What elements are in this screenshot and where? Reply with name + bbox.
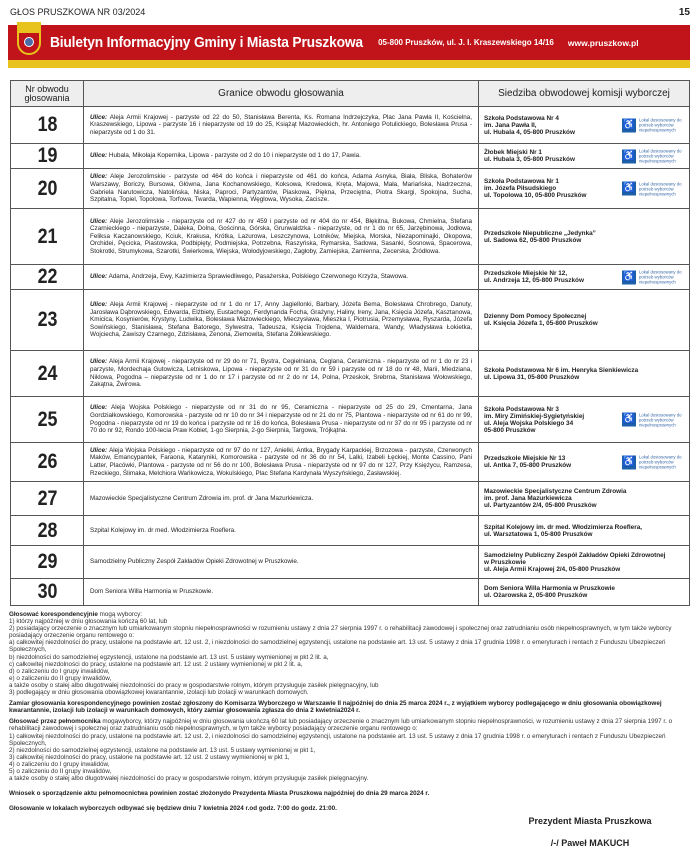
streets-prefix: Ulice:: [90, 404, 108, 412]
seat-line: w Pruszkowie: [484, 558, 526, 566]
seat-line: Szpital Kolejowy im. dr med. Włodzimierza Roeflera,: [484, 523, 643, 531]
district-streets: [84, 516, 479, 546]
wheelchair-icon: ♿: [622, 182, 636, 194]
seat-line: ul. Sadowa 62, 05-800 Pruszków: [484, 236, 582, 244]
note-line: a) całkowitej niezdolności do pracy, ustalone na podstawie art. 12 ust. 2, i niezdolności do samodzielnej egzystencji, ustalone na podstawie art. 13 ust. 5 ustawy z dnia 17 grudnia 1998 r. o emeryturach i rentach z Funduszu Ubezpieczeń Społecznych,: [9, 639, 666, 654]
proxy-lead: Głosować przez pełnomocnika: [9, 718, 101, 726]
wheelchair-icon: ♿: [622, 271, 636, 282]
seat-line: ul. Andrzeja 12, 05-800 Pruszków: [484, 277, 584, 284]
note-line: d) o zaliczeniu do I grupy inwalidów,: [9, 667, 110, 675]
district-number: 27: [16, 482, 78, 516]
note-line: 2) niezdolności do samodzielnej egzystencji, ustalone na podstawie art. 13 ust. 5 ustawy wymienionej w pkt 1,: [9, 746, 316, 754]
streets-prefix: Ulice:: [90, 152, 108, 160]
page-number: 15: [678, 7, 690, 18]
commission-seat: [479, 516, 690, 546]
seat-line: Przedszkole Niepubliczne „Jedynka”: [484, 229, 596, 237]
header-seat: Siedziba obwodowej komisji wyborczej: [479, 81, 690, 107]
seat-line: ul. Partyzantów 2/4, 05-800 Pruszków: [484, 502, 597, 509]
district-number: 30: [16, 579, 78, 606]
district-streets: [84, 579, 479, 606]
seat-line: ul. Księcia Józefa 1, 05-800 Pruszków: [484, 320, 598, 327]
commission-seat: [479, 443, 690, 482]
seat-line: Dzienny Dom Pomocy Społecznej: [484, 313, 587, 320]
district-row: [11, 265, 690, 290]
note-line: 3) całkowitej niezdolności do pracy, ustalone na podstawie art. 12 ust. 2 ustawy wymienionej w pkt 1,: [9, 753, 290, 761]
district-number: 22: [16, 265, 78, 290]
streets-prefix: Ulice:: [90, 446, 108, 454]
district-row: [11, 351, 690, 397]
district-streets: [84, 144, 479, 169]
district-number: 18: [16, 107, 78, 144]
streets-text: Dom Seniora Willa Harmonia w Pruszkowie.: [90, 588, 214, 596]
accessibility-label: Lokal dostosowany do potrzeb wyborców niepełnosprawnych: [639, 269, 682, 285]
district-row: [11, 144, 690, 169]
correspondence-lead: Głosować korespondencyjnie: [9, 611, 98, 618]
header-number: Nr obwodu głosowania: [11, 81, 84, 107]
commission-seat: [479, 351, 690, 397]
streets-prefix: Ulice:: [90, 273, 108, 281]
accessibility-badge: [622, 270, 683, 285]
streets-text: Samodzielny Publiczny Zespół Zakładów Opieki Zdrowotnej w Pruszkowie.: [90, 558, 299, 566]
streets-prefix: Ulice:: [90, 217, 108, 225]
page-header: [10, 7, 690, 18]
district-number: 26: [16, 443, 78, 482]
district-row: [11, 107, 690, 144]
seat-line: ul. Topolowa 10, 05-800 Pruszków: [484, 192, 587, 199]
seat-line: Szkoła Podstawowa Nr 6 im. Henryka Sienkiewicza: [484, 366, 639, 374]
seat-line: ul. Warsztatowa 1, 05-800 Pruszków: [484, 530, 593, 538]
note-line: b) niezdolności do samodzielnej egzystencji, ustalone na podstawie art. 13 ust. 5 ustawy wymienionej w pkt 2 lit. a,: [9, 653, 329, 661]
district-row: [11, 209, 690, 265]
accessibility-label: Lokal dostosowany do potrzeb wyborców niepełnosprawnych: [639, 117, 682, 133]
commission-seat: [479, 290, 690, 351]
commission-seat: [479, 209, 690, 265]
streets-text: Aleja Armii Krajowej - nieparzyste od nr 1 do nr 17, Anny Jagiellonki, Barbary, Józefa Bema, Bolesława Chrobrego, Danuty, Jarosława Dąbrowskiego, Edwarda, Elżbiety, Eustachego, Ferdynanda Focha, Grażyny, Haliny, Ireny, Jana, Księcia Józefa, Kasztanowa, Kmicica, Kosynierów, Krystyny, Ludwika, Bolesława Mazowieckiego, Mieczysława, Mieszka I, Piotrusia, Przemysława, Ryszarda, Józefa Sowińskiego, Stanisława, Stefana Batorego, Sylwestra, Tadeusza, Księcia Trojdena, Waldemara, Wandy, Władysława Łokietka, Wojciecha, Zawiszy Czarnego, Zdzisława, Zenona, Ziemowita, Stefana Żółkiewskiego.: [90, 301, 472, 339]
note-line: 4) o zaliczeniu do I grupy inwalidów,: [9, 760, 110, 768]
district-number: 21: [16, 209, 78, 265]
proxy-deadline: Wniosek o sporządzenie aktu pełnomocnictwa powinien zostać złożonydo Prezydenta Miasta Pruszkowa najpóźniej do dnia 29 marca 2024 r.: [9, 790, 430, 798]
streets-prefix: Ulice:: [90, 173, 108, 181]
note-line: e) o zaliczeniu do II grupy inwalidów,: [9, 674, 112, 682]
accessibility-badge: [622, 455, 683, 470]
district-streets: [84, 107, 479, 144]
proxy-lead-text: mogąwyborcy, którzy najpóźniej w dniu głosowania ukończą 60 lat lub posiadający orzeczenie o znacznym lub umiarkowanym stopniu niepełnosprawności, w rozumieniu ustawy z dnia 27 sierpnia 1997 r. o rehabilitacji zawodowej i społecznej oraz zatrudnianiu osób niepełnosprawnych, w tym także wyborcy posiadający orzeczenie organu rentowego o:: [9, 718, 673, 733]
signature-title: Prezydent Miasta Pruszkowa: [528, 816, 652, 826]
seat-line: im. prof. Jana Mazurkiewicza: [484, 495, 572, 502]
district-streets: [84, 169, 479, 209]
streets-text: Aleja Armii Krajowej - parzyste od 22 do 50, Stanisława Berenta, Ks. Romana Indrzejczyka, Plac Jana Pawła II, Kościelna, Kraszewskiego, Lipowa - parzyste 16 i nieparzyste od 19 do 25, Książąt Mazowieckich, hr. Antoniego Potulickiego, Bolesława Prusa - nieparzyste od 1 do 31.: [90, 113, 472, 136]
seat-line: ul. Hubala 3, 05-800 Pruszków: [484, 156, 575, 163]
district-row: [11, 482, 690, 516]
district-streets: [84, 443, 479, 482]
commission-seat: [479, 107, 690, 144]
seat-line: Szkoła Podstawowa Nr 4: [484, 114, 559, 122]
banner-website[interactable]: www.pruszkow.pl: [567, 37, 639, 48]
district-number: 20: [16, 169, 78, 209]
seat-line: ul. Lipowa 31, 05-800 Pruszków: [484, 373, 580, 381]
district-number: 28: [16, 516, 78, 546]
accessibility-label: Lokal dostosowany do potrzeb wyborców niepełnosprawnych: [639, 454, 682, 470]
correspondence-lead-text: mogą wyborcy:: [97, 611, 142, 618]
accessibility-badge: [622, 181, 683, 196]
seat-line: ul. Ożarowska 2, 05-800 Pruszków: [484, 592, 588, 599]
accessibility-label: Lokal dostosowany do potrzeb wyborców niepełnosprawnych: [639, 412, 682, 427]
streets-prefix: Ulice:: [90, 358, 108, 366]
district-row: [11, 397, 690, 443]
seat-line: im. Józefa Piłsudskiego: [484, 185, 557, 192]
seat-line: Samodzielny Publiczny Zespół Zakładów Opieki Zdrowotnej: [484, 551, 666, 559]
commission-seat: [479, 397, 690, 443]
accessibility-badge: [622, 149, 683, 164]
seat-line: Przedszkole Miejskie Nr 12,: [484, 270, 568, 277]
seat-line: 05-800 Pruszków: [484, 426, 536, 434]
district-number: 29: [16, 546, 78, 579]
accessibility-label: Lokal dostosowany do potrzeb wyborców niepełnosprawnych: [639, 181, 682, 196]
seat-line: Dom Seniora Willa Harmonia w Pruszkowie: [484, 585, 615, 592]
district-streets: [84, 351, 479, 397]
streets-text: Aleje Jerozolimskie - parzyste od 464 do końca i nieparzyste od 461 do końca, Adama Asnyka, Biała, Bliska, Bohaterów Warszawy, Boriczy, Bursowa, Główna, Jana Kochanowskiego, Koksowa, Kredowa, Kręta, Majowa, Mała, Mariańska, Nadrzeczna, Gabriela Narutowicza, Natolińska, Niska, Paproci, Partyzantów, Piaskowa, Piękna, Przeciętna, Piotra Skargi, Spokojna, Sucha, Szpitalna, Topiel, Topolowa, Torfowa, Twarda, Wapienna, Węglowa, Wysoka, Zacisze.: [90, 173, 472, 204]
streets-text: Hubala, Mikołaja Kopernika, Lipowa - parzyste od 2 do 10 i nieparzyste od 1 do 17, Pawia.: [108, 152, 361, 160]
seat-line: ul. Aleja Armii Krajowej 2/4, 05-800 Pruszków: [484, 565, 621, 573]
seat-line: im. Jana Pawła II,: [484, 121, 537, 129]
banner-address: 05-800 Pruszków, ul. J. I. Kraszewskiego 14/16: [378, 38, 554, 47]
correspondence-deadline: Zamiar głosowania korespondencyjnego powinien zostać zgłoszony do Komisarza Wyborczego w Warszawie II najpóźniej do dnia 25 marca 2024 r., z wyjątkiem wyborcy podlegającego w dniu głosowania obowiązkowej kwarantannie, izolacji lub izolacji w warunkach domowych, który zamiar głosowania zgłasza do dnia 2 kwietnia2024 r.: [9, 700, 662, 715]
seat-line: Żłobek Miejski Nr 1: [484, 149, 542, 156]
wheelchair-icon: ♿: [622, 150, 636, 161]
publication-name: GŁOS PRUSZKOWA NR 03/2024: [10, 7, 146, 17]
district-number: 24: [16, 351, 78, 397]
district-row: [11, 443, 690, 482]
commission-seat: [479, 265, 690, 290]
voting-districts-table: [10, 80, 690, 606]
streets-text: Adama, Andrzeja, Ewy, Kazimierza Sprawiedliwego, Pasażerska, Polskiego Czerwonego Krzyża, Stawowa.: [108, 273, 409, 281]
streets-text: Aleja Armii Krajowej - nieparzyste od nr 29 do nr 71, Bystra, Cegielniana, Ceglana, Ceramiczna - nieparzyste od nr 1 do nr 23 i parzyste, Mordechaja Gutowicza, Letniskowa, Lipowa - nieparzyste od nr 31 do nr 59 i parzyste od nr 18 do nr 48, Marii, Miedziana, Niklowa, Pogodna – nieparzyste od nr 1 do nr 17 i parzyste od nr 2 do nr 14, Polna, Przeskok, Srebrna, Stanisława Wołowskiego, Zakątna, Żwirowa.: [90, 358, 472, 389]
header-boundaries: Granice obwodu głosowania: [84, 81, 479, 107]
streets-text: Aleja Wojska Polskiego - nieparzyste od nr 31 do nr 95, Ceramiczna - nieparzyste od 25 do 29, Cmentarna, Jana Gordziałkowskiego, Komorowska - parzyste od nr 10 do nr 34 i nieparzyste od nr 21 do nr 75, Plantowa - nieparzyste od nr 61 do nr 99, Pogodna - nieparzyste od nr 19 do końca i parzyste od nr 16 do końca, Bolesława Prusa - nieparzyste od nr 37 do nr 95 i parzyste od nr 70 do nr 92, Rondo 100-lecia Praw Kobiet, 1-go Sierpnia, 2-go Sierpnia, Targowa, Trójkątna.: [90, 404, 473, 435]
wheelchair-icon: ♿: [622, 413, 636, 425]
accessibility-label: Lokal dostosowany do potrzeb wyborców niepełnosprawnych: [639, 148, 682, 164]
commission-seat: [479, 144, 690, 169]
city-coat-of-arms-icon: [14, 22, 44, 58]
streets-prefix: Ulice:: [90, 113, 108, 121]
note-line: a także osoby o stałej albo długotrwałej niezdolności do pracy w gospodarstwie rolnym, którym przysługuje zasiłek pielęgnacyjny.: [9, 775, 369, 783]
wheelchair-icon: ♿: [622, 119, 636, 130]
district-row: [11, 290, 690, 351]
bulletin-banner: [8, 25, 690, 60]
signature-name: /-/ Paweł MAKUCH: [550, 838, 630, 848]
seat-line: ul. Antka 7, 05-800 Pruszków: [484, 462, 572, 469]
banner-stripe: [8, 60, 690, 68]
seat-line: im. Miry Zimińskiej-Sygietyńskiej: [484, 412, 585, 420]
seat-line: ul. Aleja Wojska Polskiego 34: [484, 419, 574, 427]
accessibility-badge: [622, 412, 683, 427]
banner-title: Biuletyn Informacyjny Gminy i Miasta Pruszkowa: [50, 34, 363, 51]
commission-seat: [479, 169, 690, 209]
district-row: [11, 516, 690, 546]
note-line: 5) o zaliczeniu do II grupy inwalidów,: [9, 767, 112, 775]
district-streets: [84, 290, 479, 351]
streets-prefix: Ulice:: [90, 301, 108, 309]
note-line: c) całkowitej niezdolności do pracy, ustalone na podstawie art. 12 ust. 2 ustawy wymienionej w pkt 2 lit. a,: [9, 660, 303, 668]
district-streets: [84, 397, 479, 443]
streets-text: Szpital Kolejowy im. dr med. Włodzimierza Roeflera.: [90, 526, 236, 534]
note-line: 1) którzy najpóźniej w dniu głosowania kończą 60 lat, lub: [9, 618, 168, 626]
seat-line: Szkoła Podstawowa Nr 1: [484, 178, 559, 185]
district-streets: [84, 546, 479, 579]
voting-notes: [9, 611, 693, 812]
district-number: 19: [16, 144, 78, 169]
voting-time: Głosowanie w lokalach wyborczych odbywać się będziew dniu 7 kwietnia 2024 r.od godz. 7:00 do godz. 21:00.: [9, 805, 337, 813]
note-line: 1) całkowitej niezdolności do pracy, ustalone na podstawie art. 12 ust. 2, i niezdolności do samodzielnej egzystencji, ustalone na podstawie art. 13 ust. 5 ustawy z dnia 17 grudnia 1998 r. o emeryturach i rentach z Funduszu Ubezpieczeń Społecznych,: [9, 732, 666, 747]
accessibility-badge: [622, 118, 683, 133]
streets-text: Mazowieckie Specjalistyczne Centrum Zdrowia im. prof. dr Jana Mazurkiewicza.: [90, 494, 314, 502]
streets-text: Aleja Wojska Polskiego - nieparzyste od nr 97 do nr 127, Anielki, Antka, Brygady Karpackiej, Brzozowa - parzyste, Czerwonych Maków, Emancypantek, Faraona, Kataryniki, Komorowska - parzyste od nr 36 do nr 54, Lalki, Izabeli Łęckiej, Monte Cassino, Pani Latter, Placówki, Plantowa - parzyste od nr 56 do nr 100, Bolesława Prusa - nieparzyste od nr 97 do nr 127, Przy Księżycu, Ramzesa, Rzeckiego, Ślimaka, Melchiora Wańkowicza, Wokulskiego, Plac Stefana Kardynała Wyszyńskiego, Zasławskiej.: [90, 446, 472, 477]
seat-line: Mazowieckie Specjalistyczne Centrum Zdrowia: [484, 488, 627, 495]
district-streets: [84, 265, 479, 290]
district-streets: [84, 209, 479, 265]
wheelchair-icon: ♿: [622, 456, 636, 467]
district-row: [11, 546, 690, 579]
seat-line: ul. Hubala 4, 05-800 Pruszków: [484, 128, 575, 136]
note-line: a także osoby o stałej albo długotrwałej niezdolności do pracy w gospodarstwie rolnym, którym przysługuje zasiłek pielęgnacyjny, lub: [9, 681, 379, 689]
district-row: [11, 169, 690, 209]
note-line: 3) podlegający w dniu głosowania obowiązkowej kwarantannie, izolacji lub izolacji w warunkach domowych.: [9, 689, 309, 697]
district-row: [11, 579, 690, 606]
seat-line: Przedszkole Miejskie Nr 13: [484, 455, 566, 462]
commission-seat: [479, 482, 690, 516]
district-number: 25: [16, 397, 78, 443]
district-streets: [84, 482, 479, 516]
district-number: 23: [16, 290, 78, 351]
streets-text: Aleje Jerozolimskie - nieparzyste od nr 427 do nr 459 i parzyste od nr 404 do nr 454, Błękitna, Bukowa, Chmielna, Stefana Czarnieckiego - nieparzyste, Daleka, Dolna, Gościnna, Górska, Grunwaldzka - nieparzyste, od nr 1 do nr 65, Jarzębinowa, Jodłowa, Feliksa Kaczanowskiego, Kciuk, Krakusa, Krótka, Lazurowa, Leszczynowa, Lotników, Miejska, Morska, Niezapominajki, Okopowa, Orchidei, Pęcicka, Piastowska, Podbipięty, Podmiejska, Potrzebna, Raszyńska, Rymarska, Sadowa, Sasanki, Sosnowa, Spacerowa, Stokrotki, Strumykowa, Szarotki, Świerkowa, Wiejska, Wołodyjowskiego, Zagłoby, Zamiejska, Zamienna, Zecerska, Źródłowa.: [90, 217, 473, 255]
seat-line: Szkoła Podstawowa Nr 3: [484, 405, 559, 413]
note-line: 2) posiadający orzeczenie o znacznym lub umiarkowanym stopniu niepełnosprawności w rozumieniu ustawy z dnia 27 sierpnia 1997 r. o rehabilitacji zawodowej i społecznej oraz zatrudnianiu osób niepełnosprawnych, w tym także wyborcy posiadający orzeczenie organu rentowego o:: [9, 625, 672, 640]
commission-seat: [479, 579, 690, 606]
commission-seat: [479, 546, 690, 579]
